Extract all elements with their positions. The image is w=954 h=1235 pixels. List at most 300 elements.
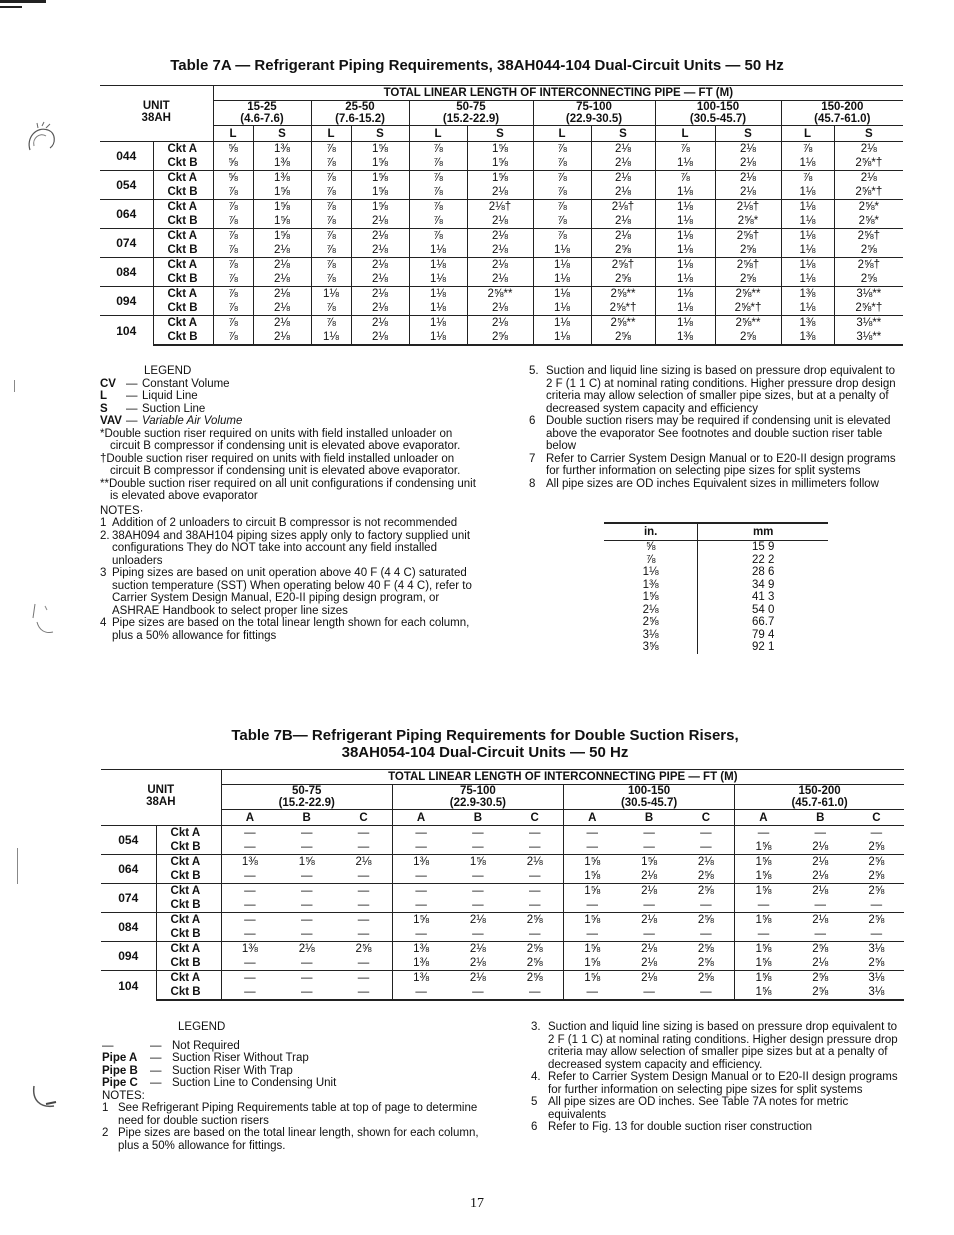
- pipe-size-cell: 2⅛: [812, 957, 829, 969]
- pipe-size-cell: 1⅛: [655, 287, 715, 302]
- range-row: [101, 785, 904, 810]
- pipe-size-cell: 2⅛: [621, 913, 678, 928]
- pipe-size-cell: 1⅜: [221, 942, 278, 957]
- pipe-size-cell: 2⅝: [335, 942, 392, 957]
- range-ft: 50-75: [456, 101, 486, 113]
- pipe-size-cell: 1⅛: [655, 258, 715, 273]
- pipe-size-cell: —: [621, 985, 678, 1000]
- pipe-size-cell: —: [392, 898, 449, 913]
- pipe-size-cell: 2⅛: [351, 258, 409, 273]
- note-text: Suction and liquid line sizing is based on pressure drop equivalent to 2 F (1 1 C) at nominal rating conditions. Higher design pressure drop criteria may allow selection of smaller pipe sizes but at a penalty of decreased system capacity and efficiency.: [548, 1021, 898, 1071]
- range-header: [392, 785, 563, 810]
- note-number: 6: [531, 1121, 538, 1133]
- conversion-row: [604, 566, 828, 579]
- table-row: [101, 869, 904, 884]
- pipe-size-cell: 1⅝: [563, 971, 620, 986]
- pipe-size-cell: —: [335, 826, 392, 841]
- footnote: **Double suction riser required on all unit configurations if condensing unit is elevated above evaporator: [100, 477, 476, 502]
- pipe-size-cell: 1⅝: [735, 942, 792, 957]
- pipe-size-cell: 2⅝: [697, 870, 714, 882]
- range-header: [655, 101, 781, 126]
- pipe-size-cell: 1⅜: [655, 330, 715, 345]
- unit-number: 094: [100, 287, 153, 316]
- conversion-row: [604, 641, 828, 654]
- pipe-size-cell: —: [449, 884, 506, 899]
- circuit-label: Ckt A: [153, 171, 213, 186]
- range-ft: 75-100: [576, 101, 612, 113]
- column-subheader: A: [735, 810, 792, 826]
- range-header: [409, 101, 533, 126]
- pipe-size-cell: 1⅝: [735, 913, 792, 928]
- legend-item: [100, 390, 476, 403]
- pipe-size-cell: ⅞: [533, 156, 591, 171]
- pipe-size-cell: —: [678, 826, 735, 841]
- legend-dash: —: [126, 415, 138, 427]
- pipe-size-cell: —: [700, 841, 712, 853]
- pipe-size-cell: ⅞: [533, 200, 591, 215]
- note-number: 2: [102, 1127, 109, 1139]
- pipe-size-cell: —: [792, 826, 849, 841]
- pipe-size-cell: 2⅛: [715, 171, 781, 186]
- circuit-label: Ckt B: [156, 956, 221, 971]
- pipe-size-cell: 2⅛: [351, 316, 409, 331]
- circuit-label: Ckt B: [156, 985, 221, 1000]
- table-row: [100, 258, 903, 273]
- table-7b-title: [100, 727, 870, 761]
- circuit-label: Ckt B: [153, 301, 213, 316]
- legend-abbr: VAV: [100, 415, 122, 427]
- pipe-size-cell: 2⅛: [834, 142, 903, 157]
- pipe-size-cell: 2⅛: [621, 971, 678, 986]
- note-item: [102, 1102, 482, 1127]
- legend-item: [100, 403, 476, 416]
- table-row: [100, 330, 903, 345]
- pipe-size-cell: 1⅛: [409, 243, 467, 258]
- table-row: [100, 171, 903, 186]
- pipe-size-cell: 2⅝: [715, 243, 781, 258]
- range-ft: 100-150: [627, 785, 671, 797]
- pipe-size-cell: 2⅝**: [715, 287, 781, 302]
- pipe-size-cell: 2⅛: [591, 185, 655, 200]
- pipe-size-cell: 2⅝: [868, 870, 885, 882]
- legend-dash: —: [126, 402, 138, 415]
- column-subheader: S: [253, 126, 311, 142]
- circuit-label: Ckt B: [153, 156, 213, 171]
- pipe-size-cell: —: [392, 869, 449, 884]
- pipe-size-cell: —: [449, 985, 506, 1000]
- pipe-size-cell: —: [735, 826, 792, 841]
- column-subheader: S: [715, 126, 781, 142]
- column-subheader: B: [644, 811, 654, 824]
- pipe-size-cell: —: [221, 913, 278, 928]
- pipe-size-cell: 2⅝: [834, 243, 903, 258]
- conversion-row: [604, 616, 828, 629]
- pipe-size-cell: 1⅛: [781, 156, 834, 171]
- footnote: *Double suction riser required on units with field installed unloader on circuit B compressor if condensing unit is elevated above evaporator.: [100, 427, 461, 452]
- pipe-size-cell: ⅞: [213, 185, 253, 200]
- column-subheader: S: [351, 126, 409, 142]
- pipe-size-cell: 1⅛: [781, 200, 834, 215]
- pipe-size-cell: 2⅛: [351, 272, 409, 287]
- pipe-size-cell: 2⅛: [253, 272, 311, 287]
- unit-number: 064: [101, 855, 156, 884]
- footnote: †Double suction riser required on units with field installed unloader on circuit B compressor if condensing unit is elevated above evaporator.: [100, 452, 461, 477]
- range-header: [311, 101, 409, 126]
- note-number: 3.: [531, 1021, 541, 1033]
- pipe-size-cell: 3⅛**: [834, 316, 903, 331]
- pipe-size-cell: 2⅝*†: [834, 156, 903, 171]
- conversion-row: [604, 629, 828, 642]
- header-row: [101, 770, 904, 785]
- note-item: [100, 617, 476, 642]
- pipe-size-cell: —: [472, 870, 484, 882]
- pipe-size-cell: 2⅛: [335, 855, 392, 870]
- range-m: (22.9-30.5): [449, 797, 507, 809]
- pipe-size-cell: 2⅛: [792, 855, 849, 870]
- table-row: [100, 200, 903, 215]
- unit-number: 074: [100, 229, 153, 258]
- circuit-label: Ckt B: [153, 330, 213, 345]
- pipe-size-cell: 1⅝: [563, 869, 620, 884]
- pipe-size-cell: 2⅛: [591, 142, 655, 157]
- pipe-size-cell: 2⅛: [792, 884, 849, 899]
- conversion-row: [604, 541, 828, 554]
- range-header: [533, 101, 655, 126]
- conversion-in: 3⅛: [604, 629, 698, 642]
- header-row: [100, 86, 903, 101]
- pipe-size-cell: 1⅝: [735, 884, 792, 899]
- pipe-size-cell: 1⅝: [563, 855, 620, 870]
- pipe-size-cell: 1⅛: [781, 214, 834, 229]
- pipe-size-cell: 2⅝: [506, 942, 563, 957]
- note-text: Refer to Carrier System Design Manual or to E20-II design programs for further information on selecting pipe sizes for split systems: [548, 1071, 898, 1096]
- unit-number: 064: [100, 200, 153, 229]
- pipe-size-cell: 1⅝: [253, 214, 311, 229]
- note-text: 38AH094 and 38AH104 piping sizes apply only to factory supplied unit configurations They do NOT take into account any field installed unloaders: [112, 529, 471, 567]
- pipe-size-cell: —: [300, 841, 313, 853]
- circuit-label: Ckt A: [156, 884, 221, 899]
- pipe-size-cell: —: [506, 826, 563, 841]
- pipe-size-cell: —: [528, 870, 541, 882]
- legend-dash: —: [150, 1064, 162, 1077]
- circuit-label: Ckt A: [156, 855, 221, 870]
- pipe-size-cell: ⅞: [655, 171, 715, 186]
- table-row: [101, 855, 904, 870]
- column-subheader: A: [221, 810, 278, 826]
- pipe-size-cell: 1⅝: [467, 142, 533, 157]
- note-text: All pipe sizes are OD inches. See Table 7A notes for metric equivalents: [548, 1096, 849, 1121]
- pipe-size-cell: 2⅝*: [715, 214, 781, 229]
- circuit-label: Ckt B: [156, 840, 221, 855]
- scan-tick: [17, 848, 18, 884]
- pipe-size-cell: 1⅝: [467, 171, 533, 186]
- pipe-size-cell: —: [357, 957, 370, 969]
- conversion-mm: 92 1: [751, 641, 775, 653]
- pipe-size-cell: 2⅛: [351, 243, 409, 258]
- pipe-size-cell: —: [221, 927, 278, 942]
- pipe-size-cell: 2⅛: [467, 258, 533, 273]
- table-7b-notes-right: [531, 1021, 905, 1134]
- legend-item: [102, 1040, 482, 1053]
- pipe-size-cell: 1⅛: [781, 243, 834, 258]
- pipe-size-cell: 2⅝†: [834, 258, 903, 273]
- pipe-size-cell: 2⅝**: [591, 287, 655, 302]
- legend-abbr: CV: [100, 377, 116, 390]
- conversion-in: 1⅛: [604, 566, 698, 579]
- note-item: [100, 517, 476, 530]
- table-row: [100, 272, 903, 287]
- unit-number: 044: [100, 142, 153, 171]
- pipe-size-cell: 2⅝: [678, 971, 735, 986]
- pipe-size-cell: 1⅝: [351, 142, 409, 157]
- pipe-size-cell: 2⅝: [715, 330, 781, 345]
- pipe-size-cell: —: [643, 899, 655, 911]
- pipe-size-cell: —: [278, 971, 335, 986]
- pipe-size-cell: 1⅛: [655, 214, 715, 229]
- pipe-size-cell: —: [621, 826, 678, 841]
- scan-tick: [14, 380, 15, 392]
- pipe-size-cell: —: [506, 985, 563, 1000]
- column-subheader: C: [872, 811, 881, 824]
- pipe-size-cell: 1⅛: [655, 229, 715, 244]
- note-item: [529, 453, 903, 478]
- range-ft: 25-50: [345, 101, 375, 113]
- range-ft: 15-25: [247, 101, 277, 113]
- pipe-size-cell: —: [335, 884, 392, 899]
- pipe-size-cell: ⅞: [311, 142, 351, 157]
- pipe-size-cell: 2⅝: [697, 957, 714, 969]
- note-item: [102, 1127, 482, 1152]
- pipe-size-cell: 1⅜: [392, 971, 449, 986]
- pipe-size-cell: —: [278, 826, 335, 841]
- column-subheader: B: [473, 811, 483, 824]
- pipe-size-cell: —: [849, 826, 904, 841]
- note-number: 6: [529, 415, 536, 427]
- metric-conversion-table: [604, 522, 828, 654]
- pipe-size-cell: 1⅝: [563, 956, 620, 971]
- pipe-size-cell: ⅞: [533, 229, 591, 244]
- table-row: [100, 156, 903, 171]
- pipe-size-cell: 1⅛: [655, 185, 715, 200]
- pipe-size-cell: 2⅝**: [715, 316, 781, 331]
- pipe-size-cell: 2⅝**: [591, 316, 655, 331]
- pipe-size-cell: 1⅛: [311, 330, 351, 345]
- pipe-size-cell: —: [528, 841, 541, 853]
- conversion-row: [604, 554, 828, 567]
- pipe-size-cell: 1⅛: [781, 258, 834, 273]
- pipe-size-cell: —: [221, 971, 278, 986]
- pipe-size-cell: 2⅛: [351, 330, 409, 345]
- pipe-size-cell: 2⅛: [591, 229, 655, 244]
- legend-abbr: S: [100, 402, 108, 415]
- pipe-size-cell: 2⅛: [715, 185, 781, 200]
- legend-item: [102, 1052, 482, 1065]
- pipe-size-cell: 1⅝: [621, 855, 678, 870]
- pipe-size-cell: 2⅛: [621, 942, 678, 957]
- pipe-size-cell: ⅞: [311, 200, 351, 215]
- range-m: (15.2-22.9): [278, 797, 335, 809]
- pipe-size-cell: —: [335, 985, 392, 1000]
- conversion-mm: 28 6: [751, 566, 775, 578]
- pipe-size-cell: 1⅛: [655, 200, 715, 215]
- pipe-size-cell: 1⅛: [781, 272, 834, 287]
- note-text: Pipe sizes are based on the total linear length, shown for each column, plus a 50% allowance for fittings.: [118, 1127, 479, 1152]
- pipe-size-cell: 1⅜: [781, 287, 834, 302]
- pipe-size-cell: 2⅛: [812, 841, 829, 853]
- pipe-size-cell: 2⅝**: [467, 287, 533, 302]
- pipe-size-cell: —: [392, 985, 449, 1000]
- pipe-size-cell: 2⅝†: [715, 229, 781, 244]
- pipe-size-cell: 1⅛: [409, 272, 467, 287]
- pipe-size-cell: —: [735, 898, 792, 913]
- pipe-size-cell: ⅞: [311, 243, 351, 258]
- pipe-size-cell: 2⅛: [591, 214, 655, 229]
- pipe-size-cell: ⅞: [409, 200, 467, 215]
- pipe-size-cell: 1⅛: [533, 316, 591, 331]
- pipe-size-cell: 2⅝: [506, 913, 563, 928]
- pipe-size-cell: 2⅛: [467, 316, 533, 331]
- unit-number: 104: [100, 316, 153, 346]
- pipe-size-cell: ⅞: [311, 156, 351, 171]
- legend-item: [100, 415, 476, 428]
- column-subheader: C: [701, 811, 711, 824]
- pipe-size-cell: ⅞: [409, 185, 467, 200]
- pipe-size-cell: 2⅝: [591, 272, 655, 287]
- table-row: [101, 971, 904, 986]
- pipe-size-cell: —: [392, 826, 449, 841]
- column-subheader: B: [816, 811, 825, 824]
- conversion-in: 1⅝: [604, 591, 698, 604]
- note-item: [529, 415, 903, 453]
- pipe-size-cell: 2⅝: [678, 913, 735, 928]
- table-row: [100, 301, 903, 316]
- table-row: [100, 229, 903, 244]
- pipe-size-cell: 1⅛: [533, 272, 591, 287]
- pipe-size-cell: 1⅝: [735, 869, 792, 884]
- pipe-size-cell: ⅞: [213, 316, 253, 331]
- pipe-size-cell: —: [221, 884, 278, 899]
- pipe-size-cell: 2⅛: [812, 870, 829, 882]
- pipe-size-cell: —: [563, 840, 620, 855]
- pipe-size-cell: ⅞: [409, 171, 467, 186]
- pipe-size-cell: —: [392, 840, 449, 855]
- pipe-size-cell: 2⅝*†: [715, 301, 781, 316]
- pipe-size-cell: ⅞: [781, 142, 834, 157]
- column-subheader: C: [530, 811, 539, 824]
- pipe-size-cell: 2⅝: [526, 957, 543, 969]
- legend-text: Suction Riser With Trap: [172, 1064, 293, 1077]
- pipe-size-cell: ⅞: [311, 171, 351, 186]
- pipe-size-cell: 2⅛: [506, 855, 563, 870]
- pipe-size-cell: 2⅝: [834, 272, 903, 287]
- range-row: [100, 101, 903, 126]
- table-row: [100, 243, 903, 258]
- legend-dash: —: [150, 1077, 162, 1089]
- pipe-size-cell: —: [335, 913, 392, 928]
- pipe-size-cell: —: [472, 928, 484, 940]
- pipe-size-cell: 2⅛: [641, 870, 658, 882]
- pipe-size-cell: —: [563, 927, 620, 942]
- column-subheader: L: [655, 126, 715, 142]
- pipe-size-cell: 1⅜: [221, 855, 278, 870]
- pipe-size-cell: 3⅛: [849, 942, 904, 957]
- circuit-label: Ckt B: [153, 214, 213, 229]
- pipe-size-cell: 2⅛: [834, 171, 903, 186]
- pipe-size-cell: 2⅝: [868, 957, 885, 969]
- conversion-row: [604, 591, 828, 604]
- pipe-size-cell: 1⅝: [253, 229, 311, 244]
- pipe-size-cell: 1⅝: [735, 985, 792, 1000]
- pipe-size-cell: 2⅝*†: [834, 301, 903, 316]
- pipe-size-cell: 1⅛: [409, 287, 467, 302]
- pipe-size-cell: ⅞: [533, 142, 591, 157]
- legend-item: [100, 378, 476, 391]
- conversion-mm: 79 4: [751, 628, 775, 641]
- note-item: [100, 567, 476, 617]
- pipe-size-cell: 2⅛: [621, 884, 678, 899]
- range-header: [221, 785, 392, 810]
- pipe-size-cell: 1⅜: [253, 171, 311, 186]
- pipe-size-cell: 2⅝: [506, 971, 563, 986]
- pipe-size-cell: —: [472, 841, 484, 853]
- table-row: [101, 942, 904, 957]
- pipe-size-cell: 2⅛: [678, 855, 735, 870]
- pipe-size-cell: ⅝: [213, 142, 253, 157]
- pipe-size-cell: —: [870, 899, 883, 911]
- pipe-size-cell: ⅞: [533, 185, 591, 200]
- pipe-size-cell: —: [735, 927, 792, 942]
- range-header: [213, 101, 311, 126]
- pipe-size-cell: —: [528, 928, 541, 940]
- unit-number: 084: [101, 913, 156, 942]
- pipe-size-cell: 2⅛: [351, 301, 409, 316]
- note-number: 8: [529, 477, 536, 490]
- note-text: Piping sizes are based on unit operation above 40 F (4 4 C) saturated suction temperature (SST) When operating below 40 F (4 4 C), refer to Carrier System Design Manual, E20-II piping design program, or ASHRAE Handbook to select proper line sizes: [112, 567, 472, 617]
- pipe-size-cell: —: [278, 985, 335, 1000]
- pipe-size-cell: 2⅛: [467, 301, 533, 316]
- column-subheader: L: [781, 126, 834, 142]
- circuit-label: Ckt A: [156, 971, 221, 986]
- pipe-size-cell: 1⅛: [409, 258, 467, 273]
- pipe-size-cell: 2⅛: [449, 942, 506, 957]
- circuit-label: Ckt A: [153, 229, 213, 244]
- pipe-size-cell: ⅞: [311, 229, 351, 244]
- pipe-size-cell: —: [700, 899, 712, 911]
- note-number: 4: [100, 617, 107, 629]
- pipe-size-cell: 2⅝: [591, 243, 655, 258]
- unit-header: [100, 86, 213, 142]
- pipe-size-cell: —: [278, 884, 335, 899]
- pipe-size-cell: 1⅜: [781, 330, 834, 345]
- conversion-in: ⅝: [604, 541, 698, 554]
- legend-abbr: L: [100, 390, 108, 402]
- pipe-size-cell: 2⅝†: [715, 258, 781, 273]
- column-subheader: A: [563, 810, 620, 826]
- pipe-size-cell: 2⅝: [678, 884, 735, 899]
- pipe-size-cell: 2⅛: [469, 957, 486, 969]
- conversion-mm: 22 2: [751, 553, 775, 566]
- conversion-in: 1⅜: [604, 579, 698, 592]
- pipe-size-cell: —: [221, 898, 278, 913]
- pipe-size-cell: ⅞: [409, 142, 467, 157]
- pipe-size-cell: 1⅛: [533, 287, 591, 302]
- pipe-size-cell: 2⅝: [792, 985, 849, 1000]
- pipe-size-cell: 1⅝: [467, 156, 533, 171]
- conversion-mm: 34 9: [751, 578, 775, 591]
- conversion-mm: 54 0: [751, 603, 775, 616]
- note-text: Double suction risers may be required if condensing unit is elevated above the evaporator See footnotes and double suction riser table below: [546, 415, 891, 452]
- legend-text: Variable Air Volume: [142, 415, 243, 427]
